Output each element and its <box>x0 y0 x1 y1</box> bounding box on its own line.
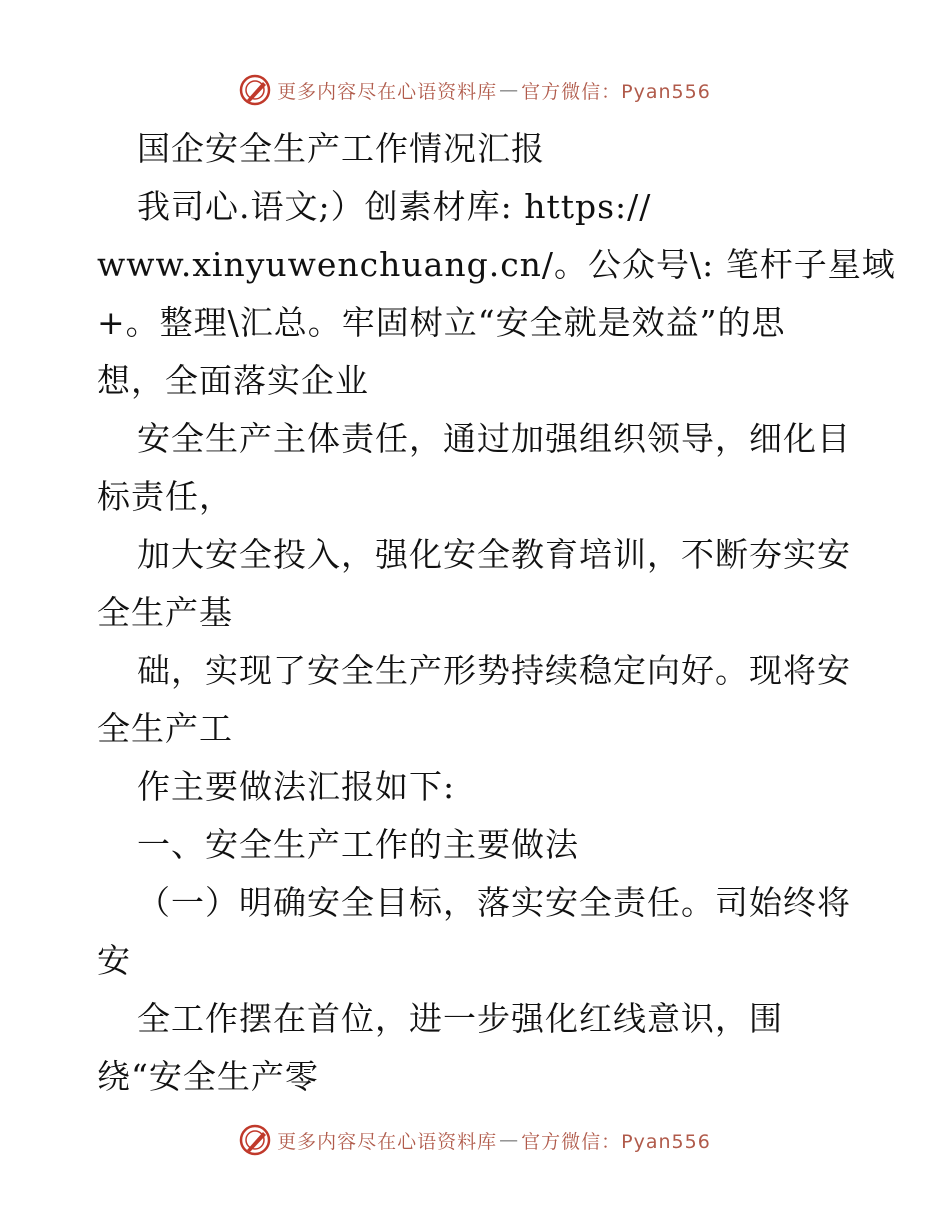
section-heading: 一、安全生产工作的主要做法 <box>137 825 579 864</box>
paragraph-line: 绕“安全生产零 <box>97 1057 319 1096</box>
paragraph-line: 作主要做法汇报如下: <box>137 767 456 806</box>
banner-wechat: 官方微信：Pyan556 <box>521 80 711 103</box>
paragraph-line: 础，实现了安全生产形势持续稳定向好。现将安 <box>137 651 851 690</box>
paragraph-line: （一）明确安全目标，落实安全责任。司始终将 <box>137 883 851 922</box>
paragraph-line: 想，全面落实企业 <box>97 361 369 400</box>
paragraph-line: 安全生产主体责任，通过加强组织领导，细化目 <box>137 419 851 458</box>
banner-separator: — <box>499 79 520 101</box>
banner-text: 更多内容尽在心语资料库 <box>277 80 498 103</box>
paragraph-line: 标责任， <box>97 477 233 516</box>
document-body <box>97 120 896 1106</box>
paragraph-line: 全生产基 <box>97 593 233 632</box>
paragraph-line: 安 <box>97 941 131 980</box>
pen-logo-icon <box>239 1124 271 1156</box>
paragraph-line: 我司心.语文;）创素材库: https:// <box>137 187 652 226</box>
footer-banner <box>0 1120 950 1160</box>
paragraph-line: www.xinyuwenchuang.cn/。公众号\: 笔杆子星域 <box>97 245 896 284</box>
document-title: 国企安全生产工作情况汇报 <box>137 129 545 168</box>
banner-text: 更多内容尽在心语资料库 <box>277 1130 498 1153</box>
banner-separator: — <box>499 1129 520 1151</box>
banner-wechat: 官方微信：Pyan556 <box>521 1130 711 1153</box>
paragraph-line: 全生产工 <box>97 709 233 748</box>
paragraph-line: 加大安全投入，强化安全教育培训，不断夯实安 <box>137 535 851 574</box>
paragraph-line: +。整理\汇总。牢固树立“安全就是效益”的思 <box>97 303 786 342</box>
header-banner <box>0 70 950 110</box>
paragraph-line: 全工作摆在首位，进一步强化红线意识，围 <box>137 999 783 1038</box>
pen-logo-icon <box>239 74 271 106</box>
